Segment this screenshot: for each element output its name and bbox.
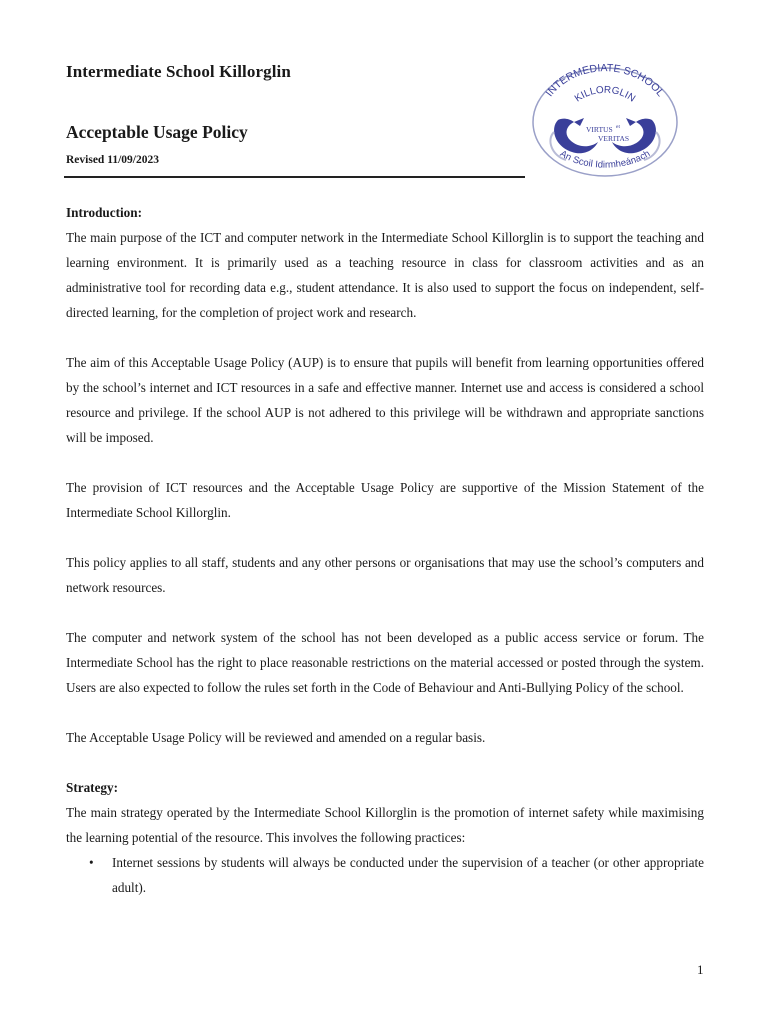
header-divider xyxy=(64,176,525,178)
list-item xyxy=(89,850,704,900)
intro-paragraph-4: This policy applies to all staff, students and any other persons or organisations that may use the school’s computers and network resources. xyxy=(66,555,704,595)
logo-top-text: INTERMEDIATE SCHOOL xyxy=(543,62,667,99)
intro-paragraph-1: The main purpose of the ICT and computer network in the Intermediate School Killorglin is to support the teaching and learning environment. It is primarily used as a teaching resource in class for classroom activities and as an administrative tool for recording data e.g., student attendance. It is also used to support the focus on independent, self-directed learning, for the completion of project work and research. xyxy=(66,230,704,320)
logo-bottom-text: An Scoil Idirmheánach xyxy=(557,148,653,171)
document-body xyxy=(66,200,704,900)
intro-paragraph-3: The provision of ICT resources and the Acceptable Usage Policy are supportive of the Mission Statement of the Intermediate School Killorglin. xyxy=(66,480,704,520)
svg-text:KILLORGLIN xyxy=(573,85,637,105)
strategy-heading: Strategy: xyxy=(66,780,118,795)
school-name: Intermediate School Killorglin xyxy=(66,62,291,81)
list-item-text: Internet sessions by students will always be conducted under the supervision of a teacher (or other appropriate adult). xyxy=(112,855,704,895)
introduction-heading: Introduction: xyxy=(66,205,142,220)
logo-motto-2: VERITAS xyxy=(598,134,630,143)
bullet-icon: • xyxy=(89,855,94,870)
intro-paragraph-2: The aim of this Acceptable Usage Policy (AUP) is to ensure that pupils will benefit from learning opportunities offered by the school’s internet and ICT resources in a safe and effective manner. Internet use and access is considered a school resource and privilege. If the school AUP is not adhered to this privilege will be withdrawn and appropriate sanctions will be imposed. xyxy=(66,355,704,445)
strategy-practices-list xyxy=(66,850,704,900)
intro-paragraph-6: The Acceptable Usage Policy will be reviewed and amended on a regular basis. xyxy=(66,730,486,745)
logo-motto-1: VIRTUS xyxy=(586,125,613,134)
strategy-paragraph: The main strategy operated by the Intermediate School Killorglin is the promotion of internet safety while maximising the learning potential of the resource. This involves the following practices: xyxy=(66,805,704,845)
document-title: Acceptable Usage Policy xyxy=(66,122,248,142)
logo-motto-et: et xyxy=(616,124,620,130)
revision-date: Revised 11/09/2023 xyxy=(66,154,159,166)
page-number: 1 xyxy=(697,962,704,977)
school-crest-logo-icon xyxy=(528,62,680,178)
logo-second-text: KILLORGLIN xyxy=(572,84,638,105)
intro-paragraph-5: The computer and network system of the school has not been developed as a public access service or forum. The Intermediate School has the right to place reasonable restrictions on the material accessed or posted through the system. Users are also expected to follow the rules set forth in the Code of Behaviour and Anti-Bullying Policy of the school. xyxy=(66,630,704,695)
